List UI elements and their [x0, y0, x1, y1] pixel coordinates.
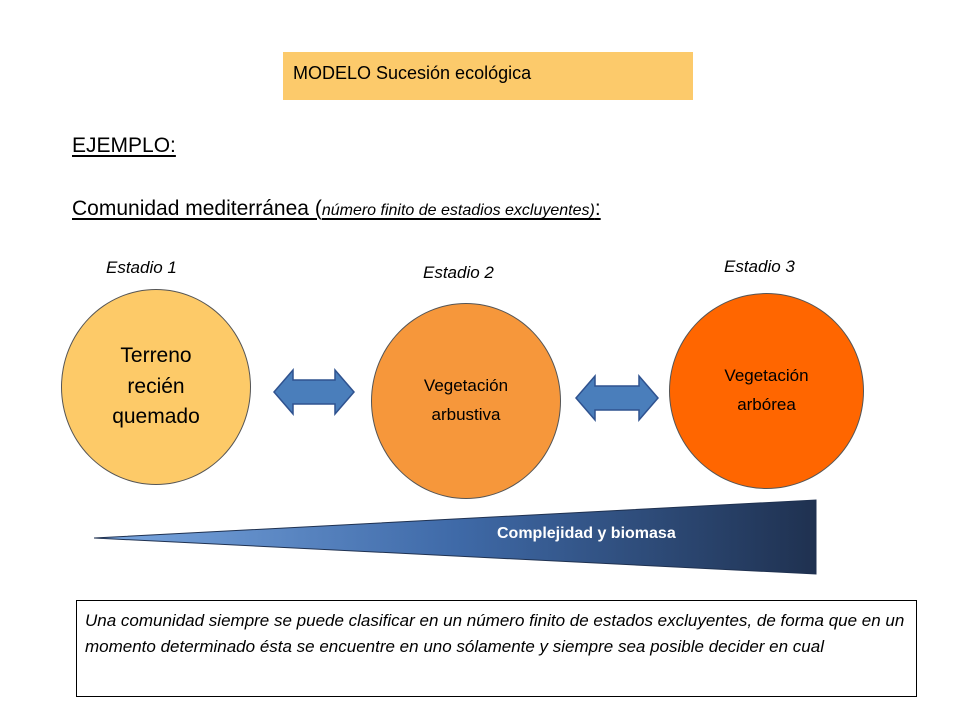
double-arrow-1-2 [273, 368, 355, 416]
stage-2-circle [371, 303, 561, 499]
community-subtitle: número finito de estadios excluyentes) [321, 202, 595, 219]
definition-note: Una comunidad siempre se puede clasificar en un número finito de estados excluyentes, de forma que en un momento determinado ésta se encuentre en uno sólamente y siempre sea posible decider en cual [76, 600, 917, 697]
community-main: Comunidad mediterránea [72, 197, 315, 220]
double-arrow-2-3 [575, 374, 659, 422]
community-colon: : [594, 197, 601, 220]
example-heading: EJEMPLO: [72, 134, 176, 157]
community-paren: ( [314, 197, 322, 220]
stage-3-circle [669, 293, 864, 489]
title-box [283, 52, 693, 100]
complexity-wedge [94, 498, 820, 576]
stage-1-text: Terreno recién quemado [112, 344, 200, 429]
stage-2-label: Estadio 2 [423, 263, 494, 282]
community-heading [72, 197, 601, 221]
stage-3-text: Vegetación arbórea [724, 366, 809, 414]
stage-1-circle [61, 289, 251, 485]
stage-3-label: Estadio 3 [724, 257, 795, 276]
complexity-label: Complejidad y biomasa [497, 525, 676, 542]
stage-2-text: Vegetación arbustiva [423, 376, 509, 424]
stage-1-label: Estadio 1 [106, 258, 177, 277]
slide-title: MODELO Sucesión ecológica [293, 63, 532, 83]
